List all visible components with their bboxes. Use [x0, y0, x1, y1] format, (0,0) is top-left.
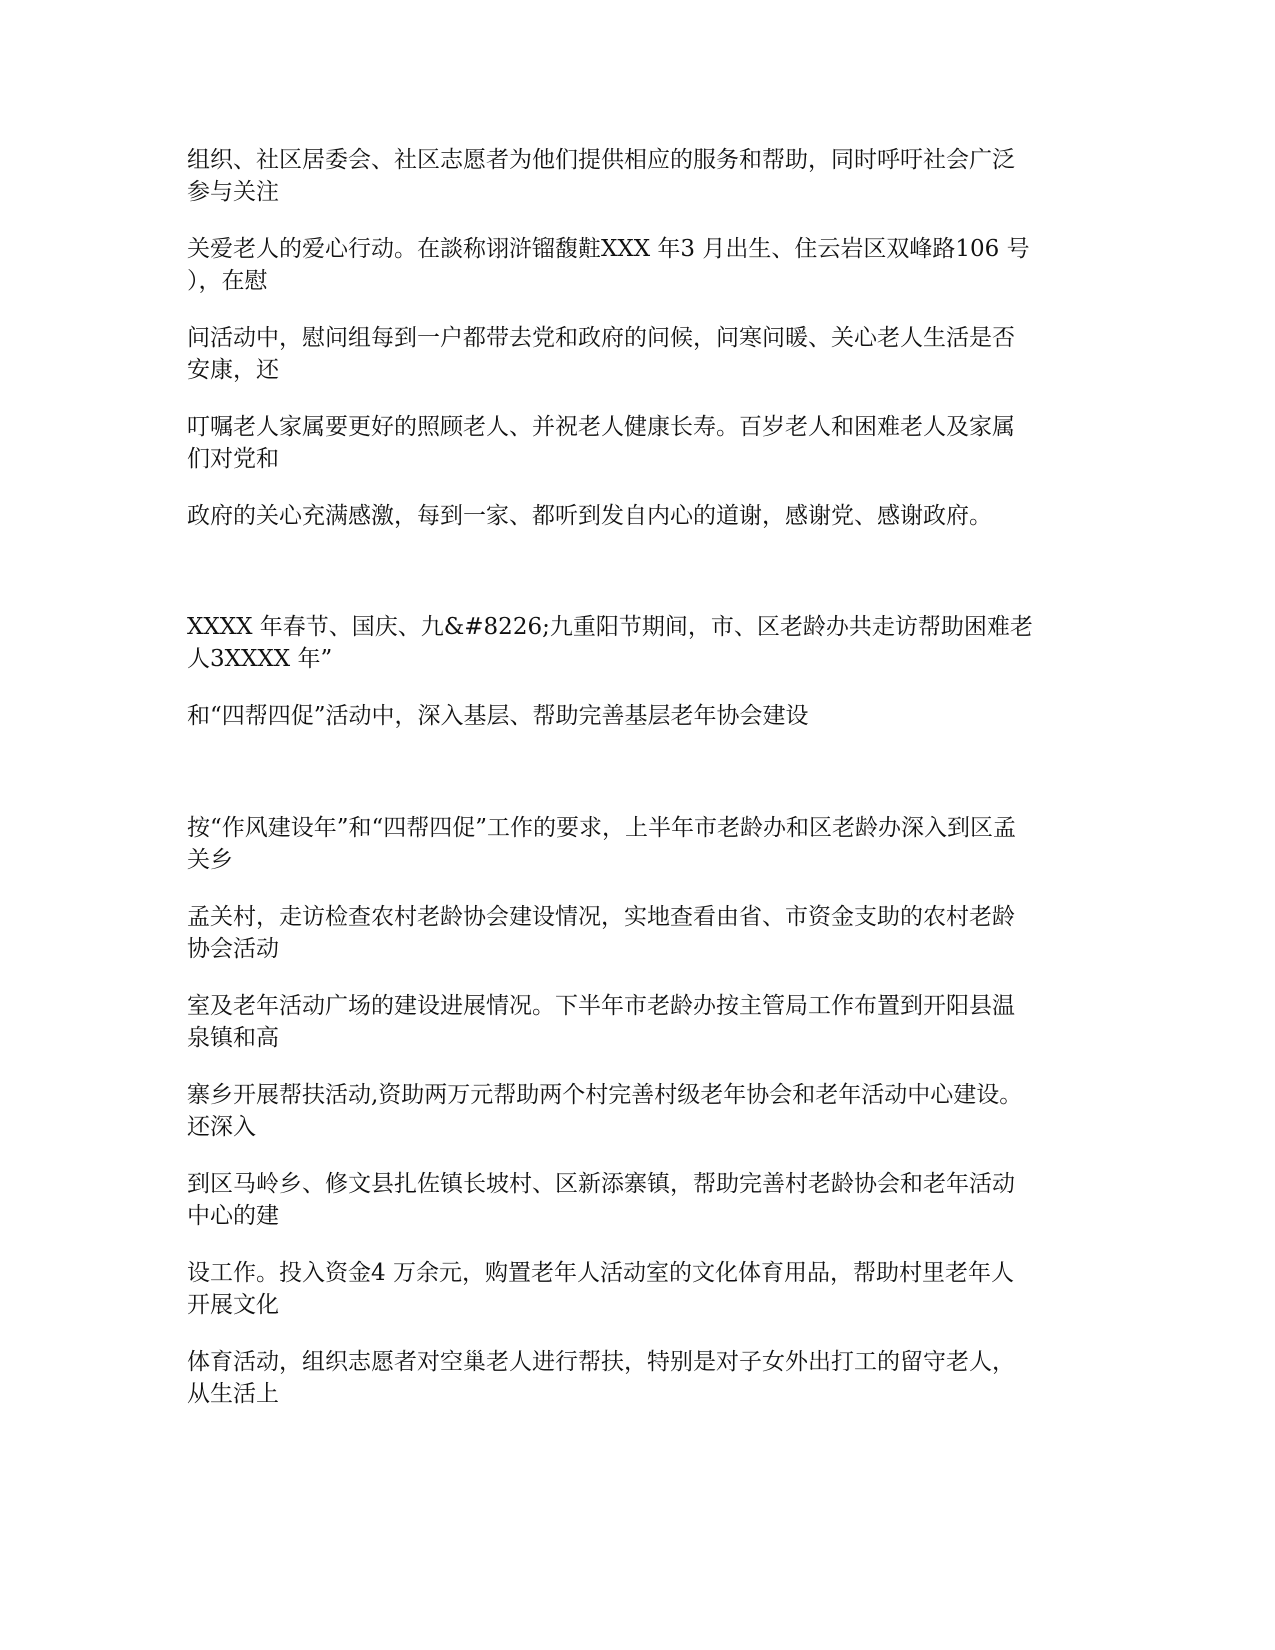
- paragraph-1: 组织、社区居委会、社区志愿者为他们提供相应的服务和帮助，同时呼吁社会广泛 参与关注: [187, 147, 1015, 205]
- paragraph-10: 室及老年活动广场的建设进展情况。下半年市老龄办按主管局工作布置到开阳县温 泉镇和高: [187, 993, 1015, 1051]
- paragraph-6: XXXX 年春节、国庆、九&#8226;九重阳节期间，市、区老龄办共走访帮助困难老 人3XXXX 年”: [187, 614, 1033, 672]
- paragraph-13: 设工作。投入资金4 万余元，购置老年人活动室的文化体育用品，帮助村里老年人 开展文化: [187, 1260, 1014, 1318]
- paragraph-3: 问活动中，慰问组每到一户都带去党和政府的问候，问寒问暖、关心老人生活是否 安康，还: [187, 325, 1015, 383]
- paragraph-7: 和“四帮四促”活动中，深入基层、帮助完善基层老年协会建设: [187, 703, 809, 729]
- paragraph-12: 到区马岭乡、修文县扎佐镇长坡村、区新添寨镇，帮助完善村老龄协会和老年活动 中心的建: [187, 1171, 1015, 1229]
- paragraph-11: 寨乡开展帮扶活动,资助两万元帮助两个村完善村级老年协会和老年活动中心建设。 还深入: [187, 1082, 1023, 1140]
- paragraph-2: 关爱老人的爱心行动。在談称诩浒镏馥黈XXX 年3 月出生、住云岩区双峰路106 号 ），在慰: [187, 236, 1030, 294]
- paragraph-4: 叮嘱老人家属要更好的照顾老人、并祝老人健康长寿。百岁老人和困难老人及家属 们对党和: [187, 414, 1015, 472]
- paragraph-5: 政府的关心充满感激，每到一家、都听到发自内心的道谢，感谢党、感谢政府。: [187, 503, 992, 529]
- paragraph-8: 按“作风建设年”和“四帮四促”工作的要求，上半年市老龄办和区老龄办深入到区孟 关乡: [187, 815, 1017, 873]
- paragraph-9: 孟关村，走访检查农村老龄协会建设情况，实地查看由省、市资金支助的农村老龄 协会活动: [187, 904, 1015, 962]
- paragraph-14: 体育活动，组织志愿者对空巢老人进行帮扶，特别是对子女外出打工的留守老人， 从生活上: [187, 1349, 1015, 1407]
